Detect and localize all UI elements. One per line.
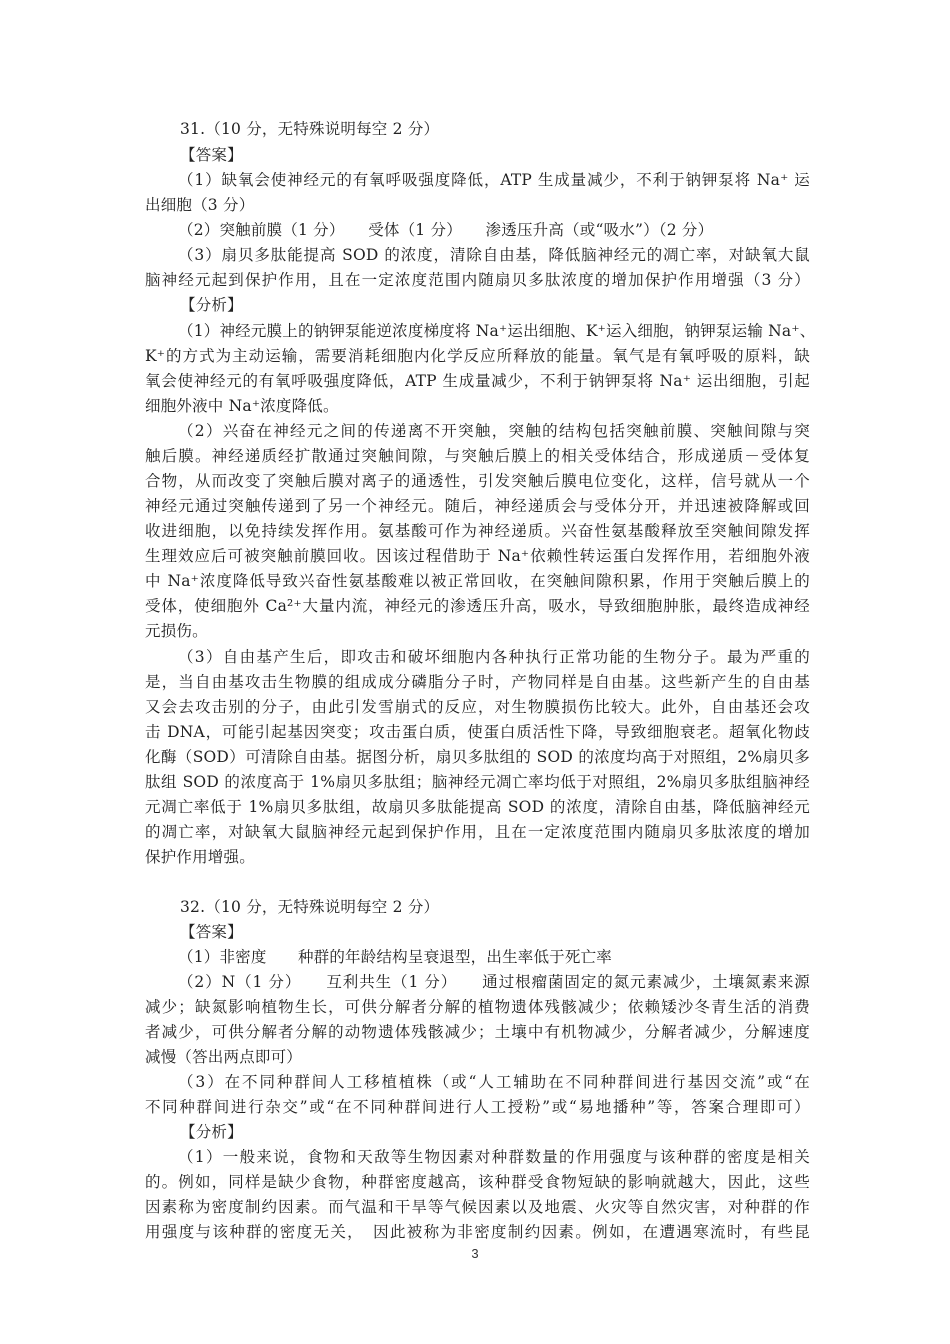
text-line: 氧会使神经元的有氧呼吸强度降低，ATP 生成量减少，不利于钠钾泵将 Na⁺ 运出细胞，引起	[145, 372, 810, 390]
text-line: 不同种群间进行杂交”或“在不同种群间进行人工授粉”或“易地播种”等，答案合理即可）	[145, 1098, 810, 1116]
analysis-tag: 【分析】	[180, 296, 243, 314]
text-line: 生理效应后可被突触前膜回收。因该过程借助于 Na⁺依赖性转运蛋白发挥作用，若细胞外液	[145, 547, 810, 565]
text-line: 出细胞（3 分）	[145, 196, 255, 214]
text-line: 用强度与该种群的密度无关， 因此被称为非密度制约因素。例如，在遭遇寒流时，有些昆	[145, 1223, 810, 1241]
text-line: （1）一般来说，食物和天敌等生物因素对种群数量的作用强度与该种群的密度是相关	[178, 1148, 810, 1166]
text-line: 的凋亡率，对缺氧大鼠脑神经元起到保护作用，且在一定浓度范围内随扇贝多肽浓度的增加	[145, 823, 810, 841]
q32-heading: 32.（10 分，无特殊说明每空 2 分）	[180, 898, 440, 916]
analysis-tag: 【分析】	[180, 1123, 243, 1141]
page-number: 3	[471, 1246, 479, 1261]
text-line: 中 Na⁺浓度降低导致兴奋性氨基酸难以被正常回收，在突触间隙积累，作用于突触后膜上的	[145, 572, 810, 590]
text-line: （2）N（1 分） 互利共生（1 分） 通过根瘤菌固定的氮元素减少，土壤氮素来源	[178, 973, 810, 991]
text-line: 是，当自由基攻击生物膜的组成成分磷脂分子时，产物同样是自由基。这些新产生的自由基	[145, 673, 810, 691]
text-line: 减慢（答出两点即可）	[145, 1048, 303, 1066]
text-line: 元损伤。	[145, 622, 208, 640]
text-line: 者减少，可供分解者分解的动物遗体残骸减少；土壤中有机物减少，分解者减少，分解速度	[145, 1023, 810, 1041]
text-line: 的。例如，同样是缺少食物，种群密度越高，该种群受食物短缺的影响就越大，因此，这些	[145, 1173, 810, 1191]
text-line: 合物，从而改变了突触后膜对离子的通透性，引发突触后膜电位变化，这样，信号就从一个	[145, 472, 810, 490]
text-line: 收进细胞，以免持续发挥作用。氨基酸可作为神经递质。兴奋性氨基酸释放至突触间隙发挥	[145, 522, 810, 540]
text-line: 元凋亡率低于 1%扇贝多肽组，故扇贝多肽能提高 SOD 的浓度，清除自由基，降低脑神经元	[145, 798, 810, 816]
text-line: 肽组 SOD 的浓度高于 1%扇贝多肽组；脑神经元凋亡率均低于对照组，2%扇贝多肽组脑神经	[145, 773, 810, 791]
text-line: （1）非密度 种群的年龄结构呈衰退型，出生率低于死亡率	[178, 948, 612, 966]
text-line: 神经元通过突触传递到了另一个神经元。随后，神经递质会与受体分开，并迅速被降解或回	[145, 497, 810, 515]
text-line: （1）神经元膜上的钠钾泵能逆浓度梯度将 Na⁺运出细胞、K⁺运入细胞，钠钾泵运输 Na⁺、	[178, 322, 816, 340]
text-line: （3）在不同种群间人工移植植株（或“人工辅助在不同种群间进行基因交流”或“在	[178, 1073, 810, 1091]
text-line: 又会去攻击别的分子，由此引发雪崩式的反应，对生物膜损伤比较大。此外，自由基还会攻	[145, 698, 810, 716]
text-line: （3）自由基产生后，即攻击和破坏细胞内各种执行正常功能的生物分子。最为严重的	[178, 648, 810, 666]
text-line: （2）兴奋在神经元之间的传递离不开突触，突触的结构包括突触前膜、突触间隙与突	[178, 422, 810, 440]
text-line: （3）扇贝多肽能提高 SOD 的浓度，清除自由基，降低脑神经元的凋亡率，对缺氧大鼠	[178, 246, 810, 264]
text-line: K⁺的方式为主动运输，需要消耗细胞内化学反应所释放的能量。氧气是有氧呼吸的原料，缺	[145, 347, 810, 365]
text-line: 脑神经元起到保护作用，且在一定浓度范围内随扇贝多肽浓度的增加保护作用增强（3 分）	[145, 271, 810, 289]
answer-tag: 【答案】	[180, 146, 243, 164]
text-line: 细胞外液中 Na⁺浓度降低。	[145, 397, 339, 415]
text-line: 减少；缺氮影响植物生长，可供分解者分解的植物遗体残骸减少；依赖矮沙冬青生活的消费	[145, 998, 810, 1016]
text-line: 保护作用增强。	[145, 848, 255, 866]
text-line: 因素称为密度制约因素。而气温和干旱等气候因素以及地震、火灾等自然灾害，对种群的作	[145, 1198, 810, 1216]
text-line: （1）缺氧会使神经元的有氧呼吸强度降低，ATP 生成量减少，不利于钠钾泵将 Na⁺ 运	[178, 171, 810, 189]
text-line: 受体，使细胞外 Ca²⁺大量内流，神经元的渗透压升高，吸水，导致细胞肿胀，最终造成神经	[145, 597, 810, 615]
text-line: 触后膜。神经递质经扩散通过突触间隙，与突触后膜上的相关受体结合，形成递质－受体复	[145, 447, 810, 465]
text-line: 击 DNA，可能引起基因突变；攻击蛋白质，使蛋白质活性下降，导致细胞衰老。超氧化物歧	[145, 723, 810, 741]
text-line: 化酶（SOD）可清除自由基。据图分析，扇贝多肽组的 SOD 的浓度均高于对照组，2%扇贝多	[145, 748, 810, 766]
q31-heading: 31.（10 分，无特殊说明每空 2 分）	[180, 120, 440, 138]
answer-tag: 【答案】	[180, 923, 243, 941]
text-line: （2）突触前膜（1 分） 受体（1 分） 渗透压升高（或“吸水”）（2 分）	[178, 221, 714, 239]
